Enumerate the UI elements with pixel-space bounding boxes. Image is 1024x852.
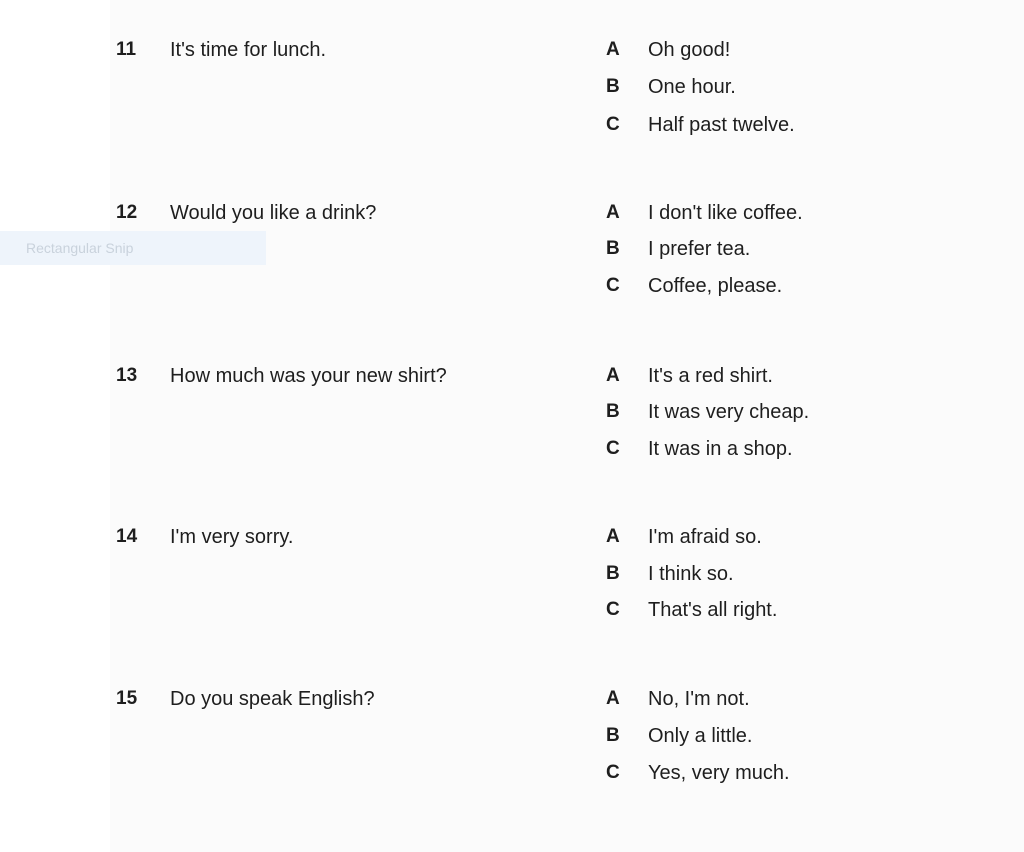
option-text: Only a little. <box>648 725 753 747</box>
question-number: 11 <box>116 39 137 60</box>
option-text: That's all right. <box>648 599 778 621</box>
option-text: I think so. <box>648 563 734 585</box>
option-letter: B <box>606 238 620 259</box>
question-14 <box>0 525 1024 655</box>
question-11 <box>0 38 1024 168</box>
option-letter: A <box>606 688 620 709</box>
option-letter: A <box>606 202 620 223</box>
option-letter: B <box>606 563 620 584</box>
option-text: Coffee, please. <box>648 275 783 297</box>
option-letter: C <box>606 599 620 620</box>
question-text: How much was your new shirt? <box>170 365 447 387</box>
option-letter: C <box>606 438 620 459</box>
question-text: It's time for lunch. <box>170 39 327 61</box>
question-number: 14 <box>116 526 138 547</box>
option-text: Oh good! <box>648 39 731 61</box>
rectangular-snip-tooltip: Rectangular Snip <box>0 231 266 265</box>
option-text: Half past twelve. <box>648 114 795 136</box>
option-text: I'm afraid so. <box>648 526 762 548</box>
question-15 <box>0 687 1024 817</box>
question-text: Do you speak English? <box>170 688 375 710</box>
question-number: 12 <box>116 202 138 223</box>
option-text: It was in a shop. <box>648 438 793 460</box>
question-number: 15 <box>116 688 138 709</box>
option-letter: B <box>606 401 620 422</box>
option-letter: B <box>606 76 620 97</box>
question-text: I'm very sorry. <box>170 526 294 548</box>
question-number: 13 <box>116 365 138 386</box>
question-12 <box>0 201 1024 331</box>
option-letter: A <box>606 526 620 547</box>
option-letter: A <box>606 39 620 60</box>
option-text: I don't like coffee. <box>648 202 803 224</box>
question-text: Would you like a drink? <box>170 202 377 224</box>
option-text: It was very cheap. <box>648 401 810 423</box>
option-text: One hour. <box>648 76 736 98</box>
option-letter: C <box>606 762 620 783</box>
option-text: I prefer tea. <box>648 238 751 260</box>
question-13 <box>0 364 1024 494</box>
option-letter: C <box>606 275 620 296</box>
option-letter: A <box>606 365 620 386</box>
option-letter: C <box>606 114 620 135</box>
option-text: Yes, very much. <box>648 762 790 784</box>
option-letter: B <box>606 725 620 746</box>
option-text: It's a red shirt. <box>648 365 773 387</box>
option-text: No, I'm not. <box>648 688 750 710</box>
